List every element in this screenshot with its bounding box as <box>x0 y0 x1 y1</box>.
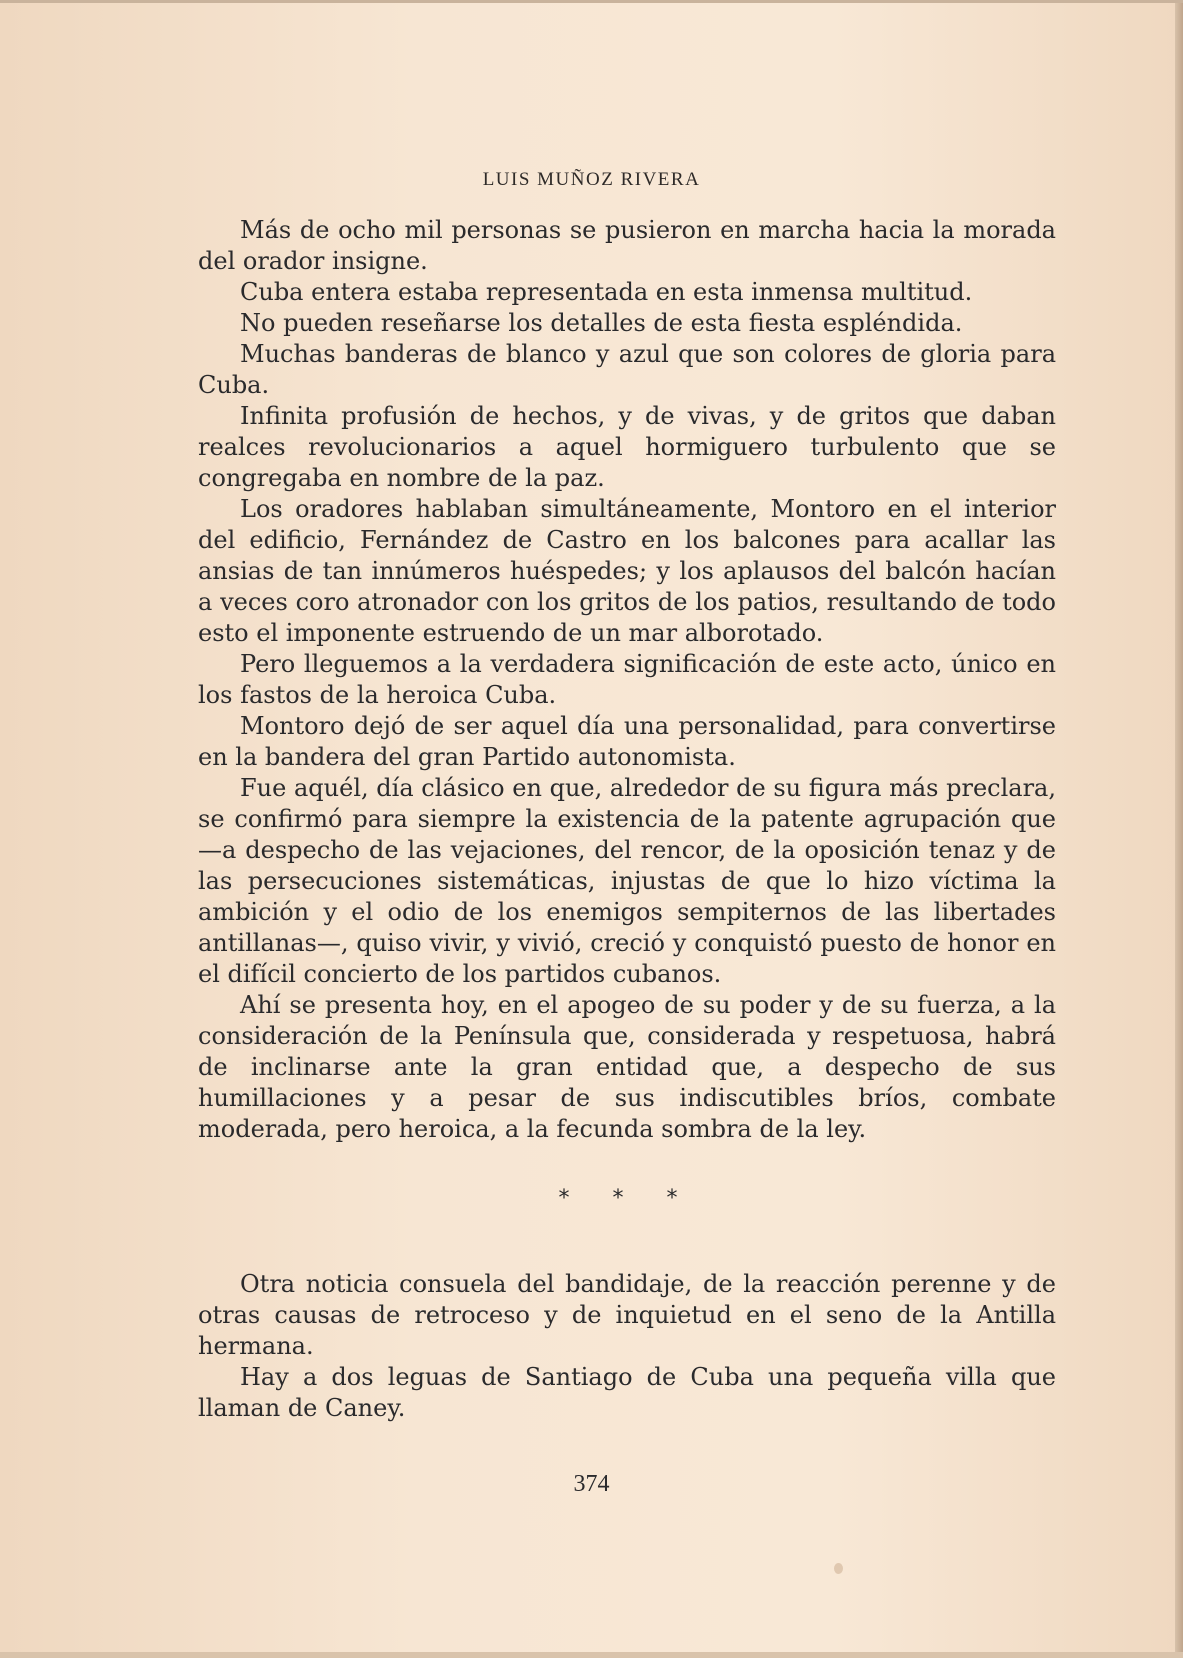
paragraph: Muchas banderas de blanco y azul que son colores de gloria para Cuba. <box>198 340 1056 399</box>
page-bottom-edge <box>0 1652 1183 1658</box>
running-head: LUIS MUÑOZ RIVERA <box>482 169 701 190</box>
page-edge-shadow <box>1175 3 1183 1658</box>
paragraph: Ahí se presenta hoy, en el apogeo de su poder y de su fuerza, a la consideración de la Península que, considerada y respetuosa, habrá de inclinarse ante la gran entidad que, a despecho de sus humillaciones y a pesar de sus indiscutibles bríos, combate moderada, pero heroica, a la fecunda sombra de la ley. <box>198 991 1056 1143</box>
paragraph: Los oradores hablaban simultáneamente, Montoro en el interior del edificio, Fernández de Castro en los balcones para acallar las ansias de tan innúmeros huéspedes; y los aplausos del balcón hacían a veces coro atronador con los gritos de los patios, resultando de todo esto el imponente estruendo de un mar alborotado. <box>198 495 1056 647</box>
body-text <box>198 215 1056 1424</box>
paragraph: Cuba entera estaba representada en esta inmensa multitud. <box>240 278 973 306</box>
paragraph: Infinita profusión de hechos, y de vivas, y de gritos que daban realces revolucionarios a aquel hormiguero turbulento que se congregaba en nombre de la paz. <box>198 402 1056 492</box>
paragraph: Más de ocho mil personas se pusieron en marcha hacia la morada del orador insigne. <box>198 216 1056 275</box>
paragraph: No pueden reseñarse los detalles de esta fiesta espléndida. <box>240 309 963 337</box>
paragraph: Pero lleguemos a la verdadera significación de este acto, único en los fastos de la heroica Cuba. <box>198 650 1056 709</box>
paragraph: Hay a dos leguas de Santiago de Cuba una pequeña villa que llaman de Caney. <box>198 1363 1056 1422</box>
paragraph: Otra noticia consuela del bandidaje, de la reacción perenne y de otras causas de retroceso y de inquietud en el seno de la Antilla hermana. <box>198 1270 1056 1360</box>
section-separator: * * * <box>558 1185 696 1211</box>
paragraph: Fue aquél, día clásico en que, alrededor de su figura más preclara, se confirmó para siempre la existencia de la patente agrupación que —a despecho de las vejaciones, del rencor, de la oposición tenaz y de las persecuciones sistemáticas, injustas de que lo hizo víctima la ambición y el odio de los enemigos sempiternos de las libertades antillanas—, quiso vivir, y vivió, creció y conquistó puesto de honor en el difícil concierto de los partidos cubanos. <box>198 774 1056 988</box>
paper-speck <box>834 1563 843 1574</box>
paragraph: Montoro dejó de ser aquel día una personalidad, para convertirse en la bandera del gran Partido autonomista. <box>198 712 1056 771</box>
page-number: 374 <box>573 1471 610 1497</box>
